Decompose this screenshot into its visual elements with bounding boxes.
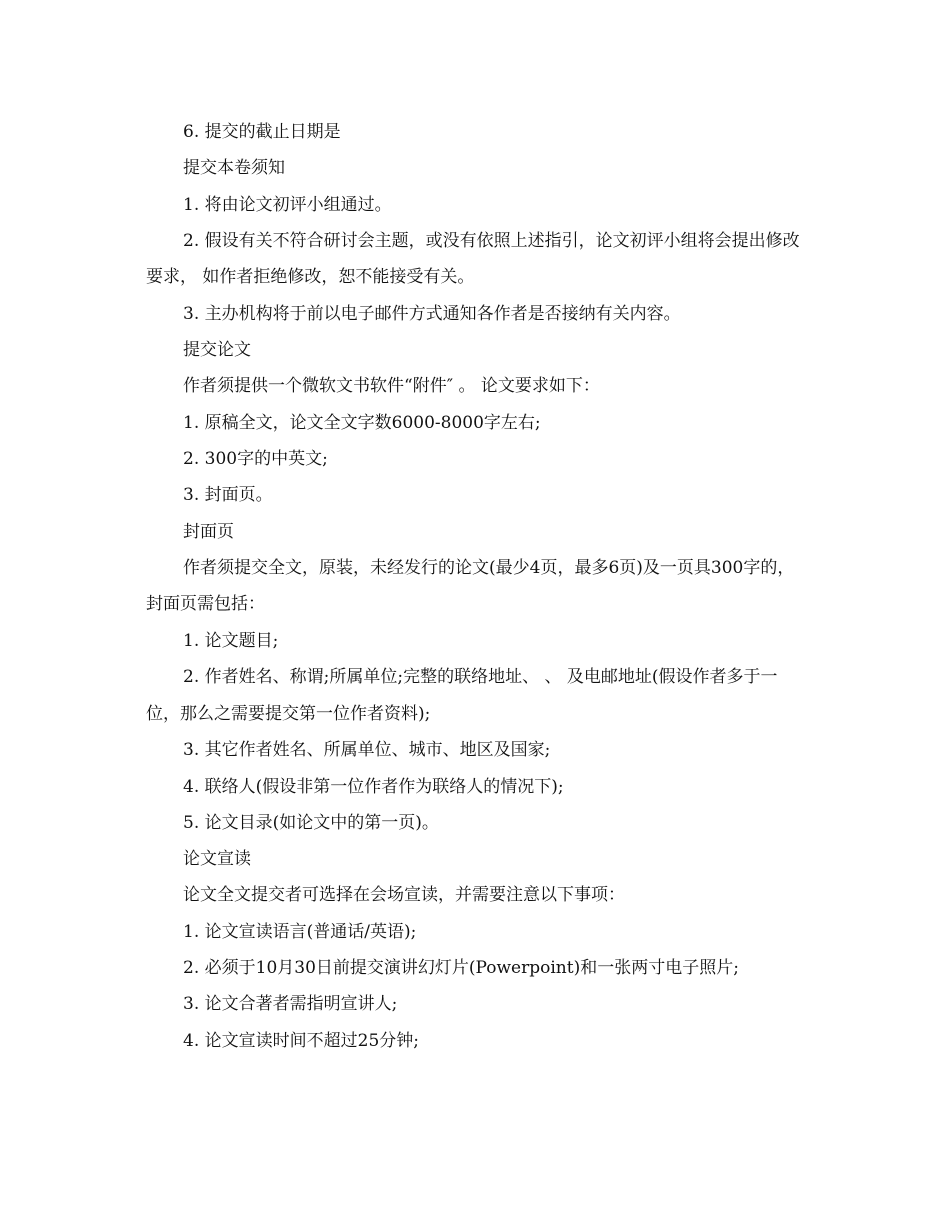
paragraph: 作者须提供一个微软文书软件“附件″ 。 论文要求如下： (183, 376, 600, 397)
list-item: 2. 作者姓名、称谓;所属单位;完整的联络地址、 、 及电邮地址(假设作者多于一位，那么之需要提交第一位作者资料); (146, 667, 778, 724)
list-item: 3. 封面页。 (183, 485, 273, 506)
list-item: 2. 假设有关不符合研讨会主题，或没有依照上述指引，论文初评小组将会提出修改要求， 如作者拒绝修改，恕不能接受有关。 (146, 230, 800, 288)
list-item: 1. 原稿全文，论文全文字数6000-8000字左右; (183, 412, 541, 433)
list-item: 2. 300字的中英文; (183, 449, 328, 470)
paragraph: 作者须提交全文，原装，未经发行的论文(最少4页，最多6页)及一页具300字的，封面页需包括： (146, 557, 795, 615)
list-item: 1. 论文宣读语言(普通话/英语); (183, 921, 417, 942)
list-item: 3. 论文合著者需指明宣讲人; (183, 994, 398, 1015)
list-item: 1. 将由论文初评小组通过。 (183, 194, 392, 215)
list-item: 4. 论文宣读时间不超过25分钟; (183, 1030, 419, 1051)
section-heading-submit-paper: 提交论文 (183, 340, 251, 361)
list-item: 1. 论文题目; (183, 630, 279, 651)
document-body (146, 114, 806, 1059)
paragraph: 论文全文提交者可选择在会场宣读，并需要注意以下事项： (183, 885, 625, 906)
section-heading-cover-page: 封面页 (183, 521, 234, 542)
list-item: 2. 必须于10月30日前提交演讲幻灯片(Powerpoint)和一张两寸电子照片; (183, 958, 739, 979)
list-item: 3. 其它作者姓名、所属单位、城市、地区及国家; (183, 740, 551, 761)
section-heading-submission-notes: 提交本卷须知 (183, 158, 285, 179)
list-item: 3. 主办机构将于前以电子邮件方式通知各作者是否接纳有关内容。 (183, 303, 681, 324)
list-item: 5. 论文目录(如论文中的第一页)。 (183, 812, 439, 833)
list-item: 4. 联络人(假设非第一位作者作为联络人的情况下); (183, 776, 564, 797)
list-item-deadline: 6. 提交的截止日期是 (183, 122, 341, 142)
section-heading-paper-presentation: 论文宣读 (183, 849, 251, 870)
